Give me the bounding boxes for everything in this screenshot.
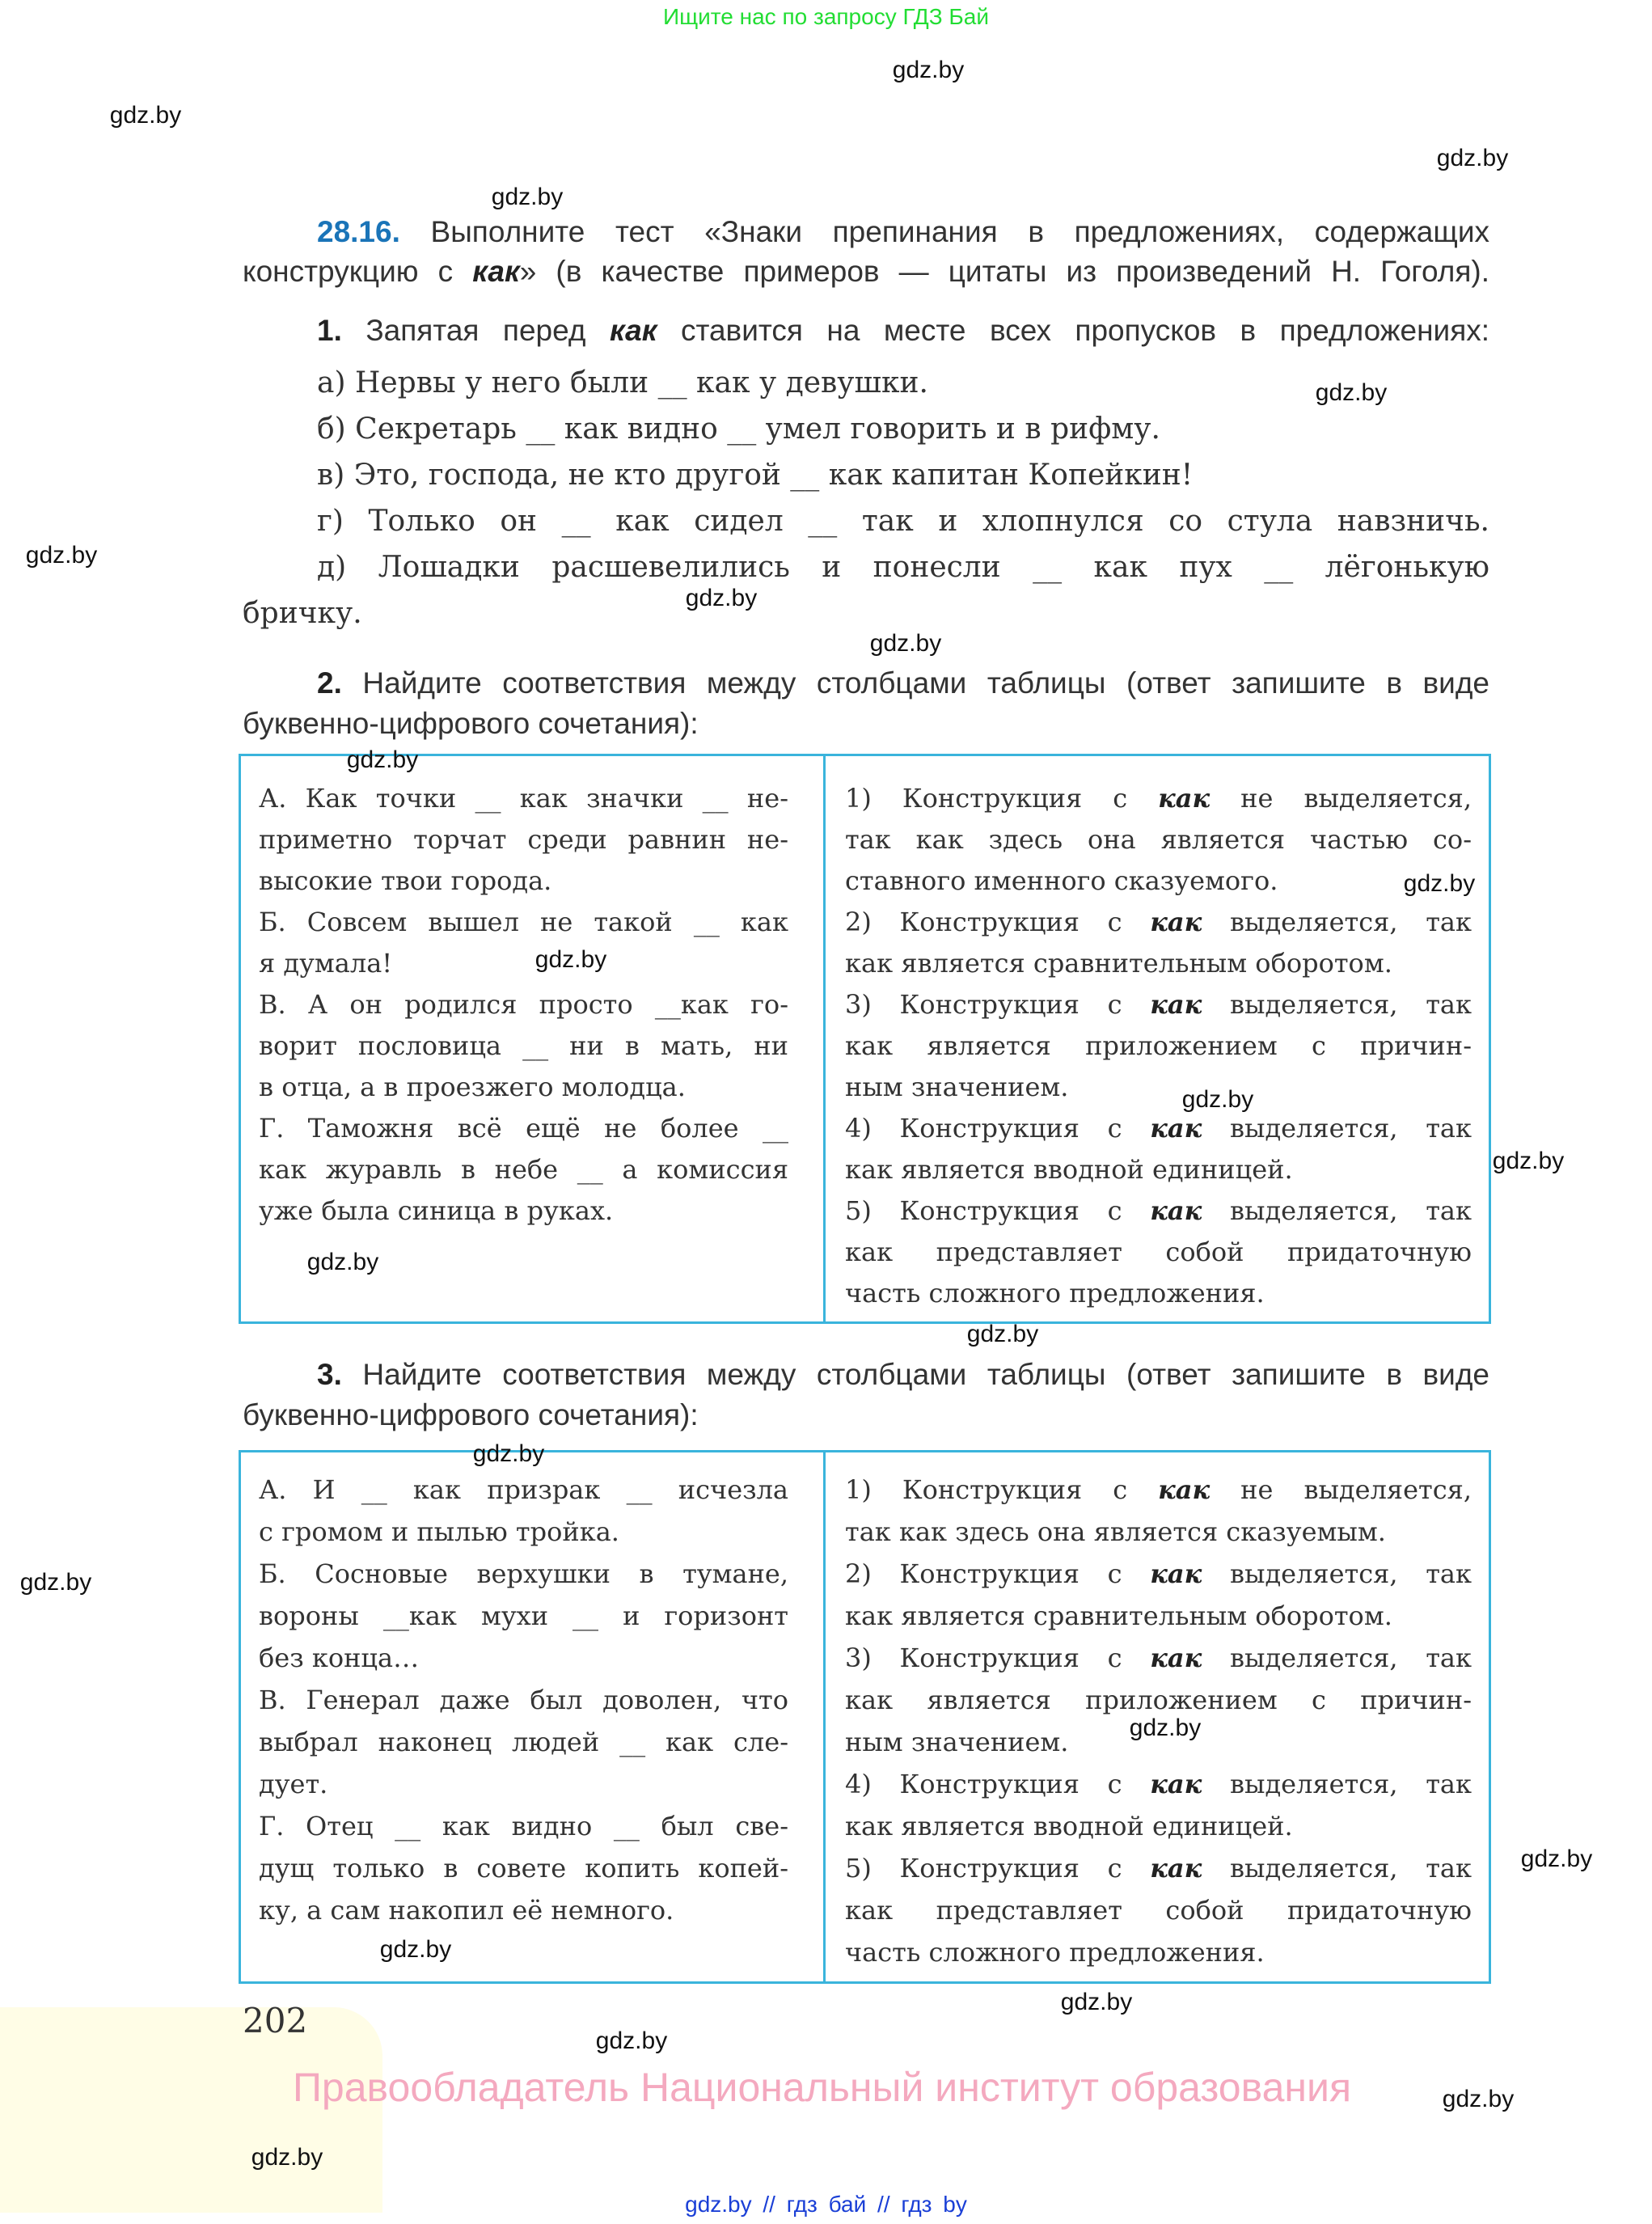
gdz-watermark: gdz.by [25, 542, 98, 569]
option-text: как представляет собой придаточную [845, 1895, 1472, 1926]
option-text: выделяется, так [1202, 1643, 1472, 1673]
gdz-watermark: gdz.by [595, 2027, 668, 2054]
table-right-line [845, 1150, 1293, 1189]
gdz-watermark: gdz.by [1436, 145, 1509, 171]
table-left-line: выбрал наконец людей __ как сле- [259, 1727, 788, 1757]
table-right-line [845, 1807, 1293, 1846]
option-text: выделяется, так [1202, 1558, 1472, 1589]
option-text: как является приложением с причин- [845, 1685, 1472, 1715]
kak-emphasis: как [1150, 1558, 1202, 1589]
gdz-watermark: gdz.by [1442, 2086, 1515, 2112]
table-right-line [845, 1933, 1265, 1972]
kak-emphasis: как [1150, 989, 1202, 1020]
table-left-line: ку, а сам накопил её немного. [259, 1895, 674, 1926]
option-text: не выделяется, [1210, 1474, 1472, 1505]
gdz-watermark: gdz.by [892, 57, 965, 83]
option-text: как является вводной единицей. [845, 1154, 1293, 1185]
gdz-watermark: gdz.by [251, 2144, 323, 2171]
option-text: 5) Конструкция с [845, 1195, 1151, 1226]
table-left-line: Г. Отец __ как видно __ был све- [259, 1811, 788, 1841]
table-right-line [845, 1638, 1472, 1677]
option-text: выделяется, так [1202, 1853, 1472, 1884]
table-right-line [845, 1723, 1068, 1761]
option-text: ставного именного сказуемого. [845, 865, 1278, 896]
option-text: 3) Конструкция с [845, 1643, 1151, 1673]
table-right-line [845, 1068, 1068, 1106]
gdz-watermark: gdz.by [966, 1321, 1039, 1347]
table-right-line [845, 985, 1472, 1024]
kak-emphasis: как [1158, 1474, 1210, 1505]
exercise-number: 28.16. [317, 215, 400, 248]
gdz-watermark: gdz.by [1129, 1715, 1202, 1741]
gdz-watermark: gdz.by [1315, 379, 1388, 406]
option-text: часть сложного предложения. [845, 1278, 1265, 1309]
table-left-line: Б. Совсем вышел не такой __ как [259, 907, 788, 937]
task1-number: 1. [317, 314, 342, 347]
option-text: так как здесь она является частью со- [845, 824, 1472, 855]
option-text: 3) Конструкция с [845, 989, 1151, 1020]
gdz-watermark: gdz.by [19, 1569, 92, 1596]
kak-emphasis: как [1150, 907, 1202, 937]
table-left-line: В. А он родился просто __как го- [259, 989, 788, 1020]
table-left-line: в отца, а в проезжего молодца. [259, 1072, 686, 1102]
table-left-line: дущ только в совете копить копей- [259, 1853, 788, 1884]
option-text: 2) Конструкция с [845, 1558, 1151, 1589]
task2-question-line-2: буквенно-цифрового сочетания): [243, 707, 699, 740]
option-text: как представляет собой придаточную [845, 1237, 1472, 1267]
table-right-line [845, 1891, 1472, 1930]
table-right-line [845, 861, 1278, 900]
table-left-line: дует. [259, 1769, 328, 1799]
page-number: 202 [243, 2001, 308, 2040]
kak-emphasis: как [1150, 1113, 1202, 1144]
table-left-line: без конца… [259, 1643, 420, 1673]
task1-option-b: б) Секретарь __ как видно __ умел говорить и в рифму. [317, 412, 1160, 446]
kak-emphasis: как [1150, 1853, 1202, 1884]
task3-number: 3. [317, 1358, 342, 1391]
table-left-line: как журавль в небе __ а комиссия [259, 1154, 788, 1185]
kak-emphasis: как [1150, 1769, 1202, 1799]
task3-question-line-2: буквенно-цифрового сочетания): [243, 1398, 699, 1431]
task1-option-a: а) Нервы у него были __ как у девушки. [317, 366, 928, 400]
kak-emphasis: как [1158, 783, 1210, 814]
exercise-intro-text: Выполните тест «Знаки препинания в предложениях, содержащих [430, 215, 1489, 248]
kak-emphasis: как [609, 314, 657, 347]
task1-text: ставится на месте всех пропусков в предложениях: [657, 314, 1490, 347]
option-text: 1) Конструкция с [845, 1474, 1159, 1505]
option-text: выделяется, так [1202, 907, 1472, 937]
option-text: как является сравнительным оборотом. [845, 948, 1392, 979]
site-links[interactable]: gdz.by // гдз бай // гдз by [685, 2192, 967, 2217]
gdz-watermark: gdz.by [869, 630, 942, 657]
exercise-intro-line-2 [243, 252, 1489, 292]
gdz-watermark: gdz.by [491, 184, 564, 210]
table-left-line: Г. Таможня всё ещё не более __ [259, 1113, 788, 1144]
gdz-watermark: gdz.by [1181, 1086, 1254, 1113]
task1-question [317, 311, 1489, 351]
table-column-divider [823, 756, 826, 1321]
table-left-line: высокие твои города. [259, 865, 552, 896]
table-left-line: я думала! [259, 948, 393, 979]
intro-text: конструкцию с [243, 255, 473, 288]
task1-text: Запятая перед [365, 314, 610, 347]
option-text: 5) Конструкция с [845, 1853, 1151, 1884]
table-right-line [845, 1233, 1472, 1271]
table-right-line [845, 1026, 1472, 1065]
gdz-watermark: gdz.by [685, 585, 758, 611]
table-right-line [845, 944, 1392, 983]
table-right-line [845, 1554, 1472, 1593]
table-left-line: В. Генерал даже был доволен, что [259, 1685, 788, 1715]
option-text: как является сравнительным оборотом. [845, 1600, 1392, 1631]
table-right-line [845, 903, 1472, 941]
table-right-line [845, 1681, 1472, 1719]
table-left-line: ворит пословица __ ни в мать, ни [259, 1030, 788, 1061]
gdz-watermark: gdz.by [306, 1249, 379, 1275]
table-right-line [845, 1596, 1392, 1635]
table-left-line: Б. Сосновые верхушки в тумане, [259, 1558, 788, 1589]
option-text: выделяется, так [1202, 1195, 1472, 1226]
gdz-watermark: gdz.by [472, 1440, 545, 1467]
table-left-line: уже была синица в руках. [259, 1195, 614, 1226]
gdz-watermark: gdz.by [1060, 1989, 1133, 2015]
option-text: ным значением. [845, 1727, 1069, 1757]
table-right-line [845, 1512, 1386, 1551]
task1-option-g: г) Только он __ как сидел __ так и хлопнулся со стула навзничь. [317, 505, 1489, 538]
table-right-line [845, 1109, 1472, 1148]
task3-text: Найдите соответствия между столбцами таблицы (ответ запишите в виде [362, 1358, 1490, 1391]
gdz-watermark: gdz.by [109, 102, 182, 129]
gdz-watermark: gdz.by [1403, 870, 1476, 897]
option-text: не выделяется, [1210, 783, 1472, 814]
table-right-line [845, 779, 1472, 818]
table-left-line: приметно торчат среди равнин не- [259, 824, 788, 855]
table-right-line [845, 1470, 1472, 1509]
task2-text: Найдите соответствия между столбцами таблицы (ответ запишите в виде [362, 666, 1490, 700]
kak-emphasis: как [1150, 1643, 1202, 1673]
table-right-line [845, 1274, 1265, 1313]
option-text: выделяется, так [1202, 989, 1472, 1020]
task1-option-d-cont: бричку. [243, 597, 362, 630]
option-text: выделяется, так [1202, 1113, 1472, 1144]
option-text: 2) Конструкция с [845, 907, 1151, 937]
exercise-intro-line-1 [317, 212, 1489, 252]
table-right-line [845, 820, 1472, 859]
task2-number: 2. [317, 666, 342, 700]
search-banner[interactable]: Ищите нас по запросу ГДЗ Бай [662, 4, 990, 29]
table-left-line: А. И __ как призрак __ исчезла [259, 1474, 788, 1505]
option-text: как является вводной единицей. [845, 1811, 1293, 1841]
option-text: так как здесь она является сказуемым. [845, 1516, 1386, 1547]
intro-text: » (в качестве примеров — цитаты из произведений Н. Гоголя). [519, 255, 1489, 288]
option-text: 1) Конструкция с [845, 783, 1159, 814]
option-text: 4) Конструкция с [845, 1113, 1151, 1144]
gdz-watermark: gdz.by [1492, 1148, 1565, 1174]
task3-question-line-1 [317, 1355, 1489, 1395]
table-left-line: с громом и пылью тройка. [259, 1516, 619, 1547]
task2-question-line-1 [317, 663, 1489, 704]
option-text: ным значением. [845, 1072, 1069, 1102]
gdz-watermark: gdz.by [1520, 1846, 1593, 1872]
kak-emphasis: как [1150, 1195, 1202, 1226]
option-text: часть сложного предложения. [845, 1937, 1265, 1968]
task1-option-d: д) Лошадки расшевелились и понесли __ как пух __ лёгонькую [317, 551, 1489, 584]
gdz-watermark: gdz.by [534, 946, 607, 973]
table-left-line: вороны __как мухи __ и горизонт [259, 1600, 788, 1631]
option-text: как является приложением с причин- [845, 1030, 1472, 1061]
kak-emphasis: как [472, 255, 520, 288]
option-text: выделяется, так [1202, 1769, 1472, 1799]
task1-option-v: в) Это, господа, не кто другой __ как капитан Копейкин! [317, 459, 1194, 492]
table-right-line [845, 1191, 1472, 1230]
option-text: 4) Конструкция с [845, 1769, 1151, 1799]
copyright-notice: Правообладатель Национальный институт образования [292, 2065, 1352, 2110]
page-corner-background [0, 2007, 382, 2213]
gdz-watermark: gdz.by [379, 1936, 452, 1963]
table-right-line [845, 1765, 1472, 1803]
table-left-line: А. Как точки __ как значки __ не- [259, 783, 788, 814]
table-right-line [845, 1849, 1472, 1888]
table-column-divider [823, 1452, 826, 1981]
gdz-watermark: gdz.by [346, 746, 419, 773]
